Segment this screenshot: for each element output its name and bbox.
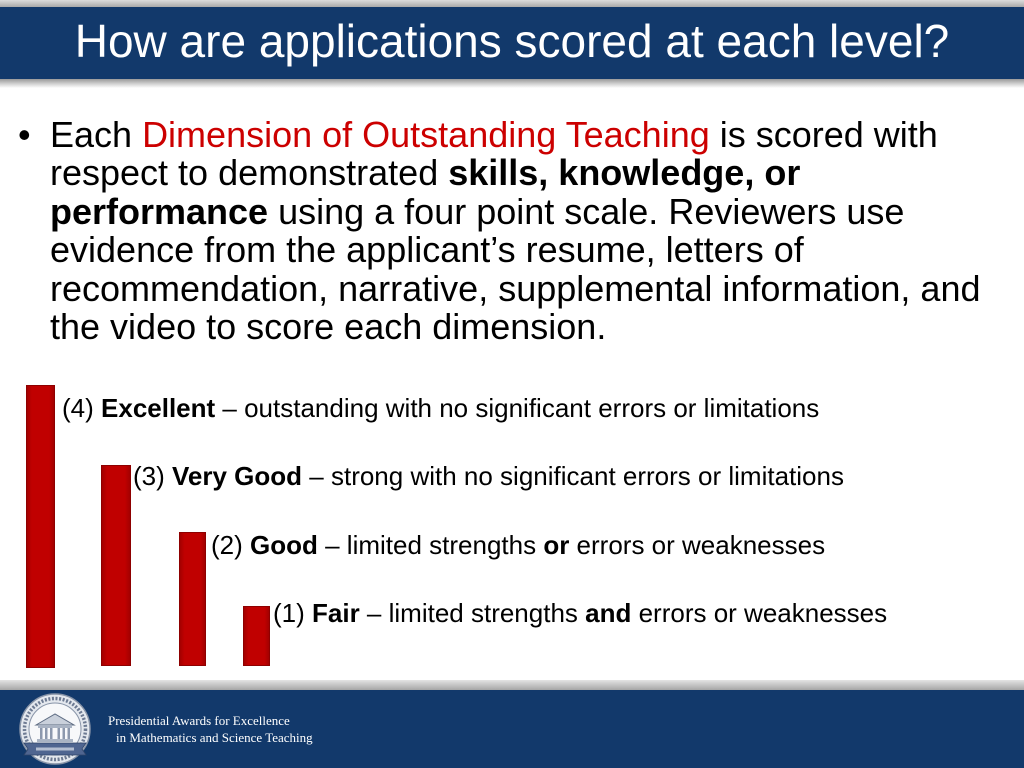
- level-description: errors or weaknesses: [631, 598, 888, 628]
- level-3-bar: [101, 465, 131, 666]
- footer-bar: [0, 690, 1024, 768]
- level-description-emphasis: or: [543, 530, 570, 560]
- level-description: – outstanding with no significant errors or limitations: [215, 393, 820, 423]
- bullet-segment-intro: Each: [50, 114, 143, 155]
- level-number: (1): [273, 598, 305, 628]
- level-name: Excellent: [101, 393, 216, 423]
- level-description: – limited strengths: [359, 598, 586, 628]
- slide-title: How are applications scored at each level?: [74, 15, 950, 67]
- level-name: Fair: [312, 598, 360, 628]
- level-number: (4): [62, 393, 94, 423]
- top-accent-band: [0, 0, 1024, 7]
- level-description: – limited strengths: [317, 530, 544, 560]
- level-number: (2): [211, 530, 243, 560]
- dimension-term: Dimension of Outstanding Teaching: [142, 114, 710, 155]
- bullet-segment-end: using a four point scale. Reviewers use evidence from the applicant’s resume, letters of recommendation, narrative, supplemental information, and the video to score each dimension.: [50, 190, 981, 348]
- organization-name-line2: in Mathematics and Science Teaching: [116, 730, 313, 745]
- level-2-good: [211, 530, 825, 560]
- level-1-bar: [243, 606, 270, 666]
- title-bar-shadow: [0, 79, 1024, 88]
- title-bar: [0, 7, 1024, 79]
- bullet-segment-middle: is scored with respect to demonstrated: [50, 114, 938, 194]
- level-3-very-good: [133, 461, 844, 491]
- level-name: Good: [250, 530, 318, 560]
- footer-accent-band: [0, 680, 1024, 690]
- level-1-fair: [273, 598, 887, 628]
- organization-name-line1: Presidential Awards for Excellence: [108, 713, 290, 728]
- bullet-text: [50, 116, 995, 346]
- level-4-excellent: [62, 393, 819, 423]
- skills-term: skills, knowledge, or performance: [50, 152, 801, 232]
- organization-name: [108, 712, 313, 746]
- level-name: Very Good: [172, 461, 303, 491]
- level-description: errors or weaknesses: [569, 530, 826, 560]
- presidential-seal-icon: [12, 692, 98, 766]
- level-2-bar: [179, 532, 206, 666]
- level-number: (3): [133, 461, 165, 491]
- level-4-bar: [26, 385, 55, 668]
- bullet-marker: •: [18, 114, 31, 155]
- level-description: – strong with no significant errors or limitations: [302, 461, 844, 491]
- level-description-emphasis: and: [585, 598, 632, 628]
